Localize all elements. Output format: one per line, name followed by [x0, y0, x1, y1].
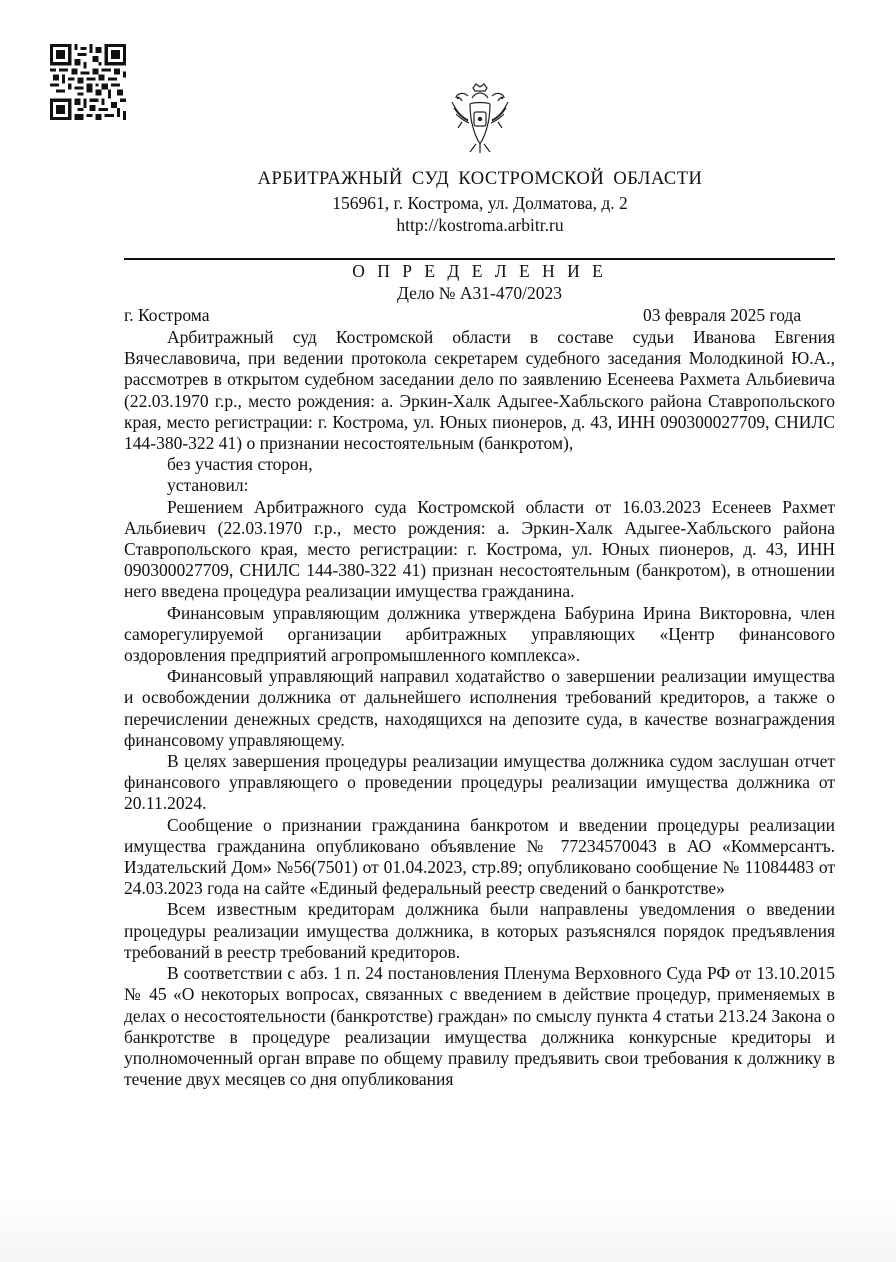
paragraph-intro: Арбитражный суд Костромской области в составе судьи Иванова Евгения Вячеславовича, при ведении протокола секретарем судебного заседания Молодкиной Ю.А., рассмотрев в открытом судебном заседании дело по заявлению Есенеева Рахмета Альбиевича (22.03.1970 г.р., место рождения: а. Эркин-Халк Адыгее-Хабльского района Ставропольского края, место регистрации: г. Кострома, ул. Юных пионеров, д. 43, ИНН 090300027709, СНИЛС 144-380-322 41) о признании несостоятельным (банкротом), — [124, 327, 835, 454]
page-bottom-shadow — [0, 1196, 896, 1262]
court-name: АРБИТРАЖНЫЙ СУД КОСТРОМСКОЙ ОБЛАСТИ — [257, 169, 703, 189]
double-headed-eagle-emblem — [446, 82, 514, 156]
document-date: 03 февраля 2025 года — [643, 305, 802, 325]
case-number: Дело № А31-470/2023 — [397, 283, 562, 303]
document-place: г. Кострома — [124, 305, 210, 325]
paragraph-publication: Сообщение о признании гражданина банкротом и введении процедуры реализации имущества гражданина опубликовано объявление № 77234570043 в АО «Коммерсантъ. Издательский Дом» №56(7501) от 01.04.2023, стр.89; опубликовано сообщение № 11084483 от 24.03.2023 года на сайте «Единый федеральный реестр сведений о банкротстве» — [124, 814, 835, 899]
qr-code — [50, 44, 126, 120]
paragraph-manager: Финансовым управляющим должника утверждена Бабурина Ирина Викторовна, член саморегулируемой организации арбитражных управляющих «Центр финансового оздоровления предприятий агропромышленного комплекса». — [124, 602, 835, 666]
header-divider — [124, 258, 835, 260]
paragraph-legal-basis: В соответствии с абз. 1 п. 24 постановления Пленума Верховного Суда РФ от 13.10.2015 № 45 «О некоторых вопросах, связанных с введением в действие процедур, применяемых в делах о несостоятельности (банкротстве) граждан» по смыслу пункта 4 статьи 213.24 Закона о банкротстве в процедуре реализации имущества должника конкурсные кредиторы и уполномоченный орган вправе по общему правилу предъявить свои требования к должнику в течение двух месяцев со дня опубликования — [124, 963, 835, 1090]
document-title: О П Р Е Д Е Л Е Н И Е — [352, 261, 607, 281]
paragraph-parties: без участия сторон, — [167, 454, 313, 475]
paragraph-notifications: Всем известным кредиторам должника были направлены уведомления о введении процедуры реализации имущества должника, в которых разъяснялся порядок предъявления требований в реестр требований кредиторов. — [124, 899, 835, 962]
court-website[interactable]: http://kostroma.arbitr.ru — [396, 215, 564, 235]
paragraph-decision: Решением Арбитражного суда Костромской области от 16.03.2023 Есенеев Рахмет Альбиевич (22.03.1970 г.р., место рождения: а. Эркин-Халк Адыгее-Хабльского района Ставропольского края, место регистрации: г. Кострома, ул. Юных пионеров, д. 43, ИНН 090300027709, СНИЛС 144-380-322 41) признан несостоятельным (банкротом), в отношении него введена процедура реализации имущества гражданина. — [124, 496, 835, 602]
paragraph-report: В целях завершения процедуры реализации имущества должника судом заслушан отчет финансового управляющего о проведении процедуры реализации имущества должника от 20.11.2024. — [124, 751, 835, 814]
paragraph-established: установил: — [167, 475, 249, 496]
document-body — [124, 327, 835, 1090]
court-address: 156961, г. Кострома, ул. Долматова, д. 2 — [332, 193, 628, 213]
paragraph-petition: Финансовый управляющий направил ходатайство о завершении реализации имущества и освобождении должника от дальнейшего исполнения требований кредиторов, а также о перечислении денежных средств, находящихся на депозите суда, в качестве вознаграждения финансовому управляющему. — [124, 666, 835, 750]
